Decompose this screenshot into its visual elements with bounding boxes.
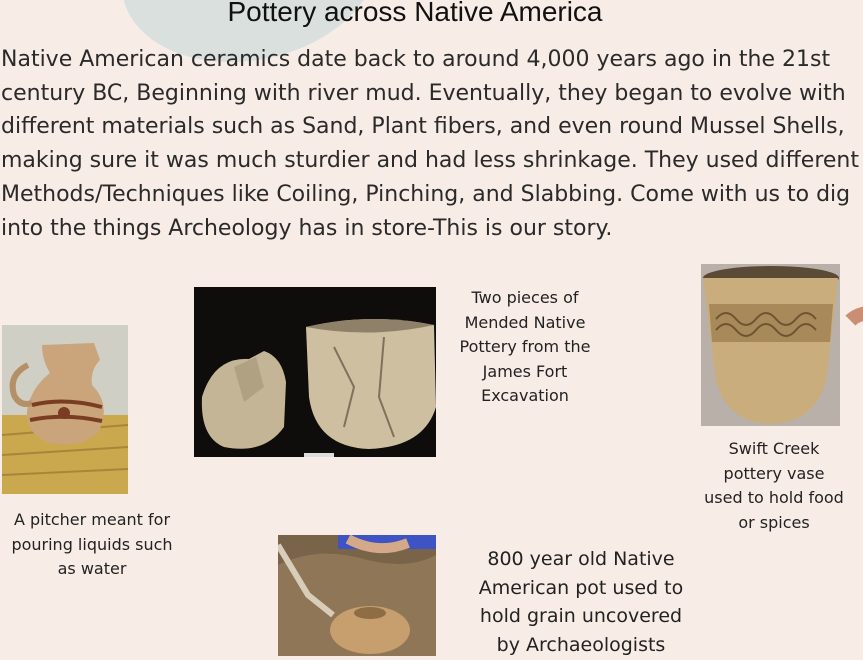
swift-creek-vase-photo [701,264,840,426]
page-title: Pottery across Native America [227,0,603,27]
mended-pottery-photo [194,287,436,457]
pitcher-photo [2,325,128,494]
intro-paragraph: Native American ceramics date back to around 4,000 years ago in the 21st century BC, Beginning with river mud. Eventually, they began to evolve with different materials such as Sand, Plant fibers, and even round Mussel Shells, making sure it was much sturdier and had less shrinkage. They used different Methods/Techniques like Coiling, Pinching, and Slabbing. Come with us to dig into the things Archeology has in store-This is our story. [1,47,859,241]
caption-800-year-pot: 800 year old Native American pot used to hold grain uncovered by Archaeologists [478,548,684,657]
decorative-arc [836,306,863,368]
caption-mended-pottery: Two pieces of Mended Native Pottery from the James Fort Excavation [459,288,591,405]
excavated-pot-photo [278,535,436,656]
caption-swift-creek: Swift Creek pottery vase used to hold food or spices [704,439,844,532]
caption-pitcher: A pitcher meant for pouring liquids such as water [11,510,173,578]
